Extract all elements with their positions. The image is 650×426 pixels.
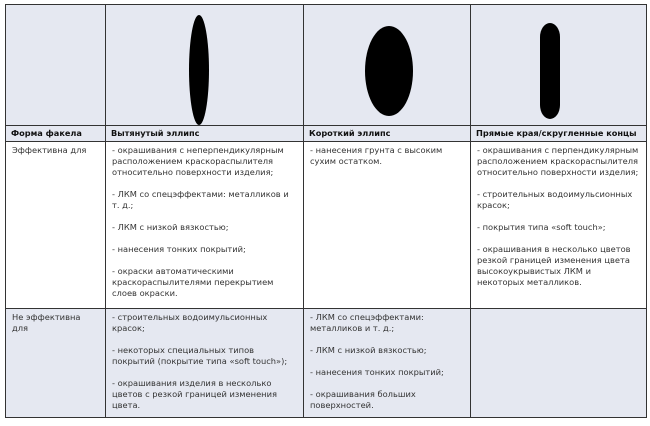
list-item: - окраски автоматическими краскораспылителями перекрытием слоев окраски. xyxy=(112,266,274,298)
list-item: - ЛКМ со спецэффектами: металликов и т. д.; xyxy=(112,189,289,210)
shape-cell-straight xyxy=(471,5,647,126)
row-label-not-effective: Не эффективна для xyxy=(6,309,106,418)
list-item: - нанесения тонких покрытий; xyxy=(310,367,444,377)
header-col-elongated: Вытянутый эллипс xyxy=(106,126,304,142)
table-row-not-effective xyxy=(6,309,647,418)
shape-cell-elongated xyxy=(106,5,304,126)
list-item: - нанесения грунта с высоким сухим остатком. xyxy=(310,145,443,166)
list-item: - окрашивания больших поверхностей. xyxy=(310,389,416,410)
shape-cell-short xyxy=(304,5,471,126)
spray-pattern-table xyxy=(5,4,647,418)
row-label-effective: Эффективна для xyxy=(6,142,106,309)
short-ellipse-icon xyxy=(365,26,413,116)
header-label: Форма факела xyxy=(6,126,106,142)
list-item: - некоторых специальных типов покрытий (покрытие типа «soft touch»); xyxy=(112,345,288,366)
cell-effective-short xyxy=(304,142,471,309)
cell-not-effective-short xyxy=(304,309,471,418)
list-item: - окрашивания с перпендикулярным расположением краскораспылителя относительно поверхности изделия; xyxy=(477,145,639,177)
list-item: - нанесения тонких покрытий; xyxy=(112,244,246,254)
list-item: - окрашивания с неперпендикулярным расположением краскораспылителя относительно поверхности изделия; xyxy=(112,145,284,177)
list-item: - окрашивания в несколько цветов резкой границей изменения цвета высокоукрывистых ЛКМ и некоторых металликов. xyxy=(477,244,631,287)
header-col-straight: Прямые края/скругленные концы xyxy=(471,126,647,142)
list-item: - ЛКМ с низкой вязкостью; xyxy=(310,345,427,355)
shape-image-row xyxy=(6,5,647,126)
empty-corner-cell xyxy=(6,5,106,126)
table-row-effective xyxy=(6,142,647,309)
straight-rounded-bar-icon xyxy=(540,23,560,119)
cell-effective-straight xyxy=(471,142,647,309)
cell-not-effective-elongated xyxy=(106,309,304,418)
elongated-ellipse-icon xyxy=(189,15,209,125)
list-item: - ЛКМ со спецэффектами: металликов и т. д.; xyxy=(310,312,424,333)
list-item: - строительных водоимульсионных красок; xyxy=(112,312,268,333)
header-col-short: Короткий эллипс xyxy=(304,126,471,142)
list-item: - ЛКМ с низкой вязкостью; xyxy=(112,222,229,232)
list-item: - окрашивания изделия в несколько цветов с резкой границей изменения цвета. xyxy=(112,378,277,410)
cell-effective-elongated xyxy=(106,142,304,309)
cell-not-effective-straight xyxy=(471,309,647,418)
list-item: - покрытия типа «soft touch»; xyxy=(477,222,606,232)
header-row xyxy=(6,126,647,142)
list-item: - строительных водоимульсионных красок; xyxy=(477,189,633,210)
